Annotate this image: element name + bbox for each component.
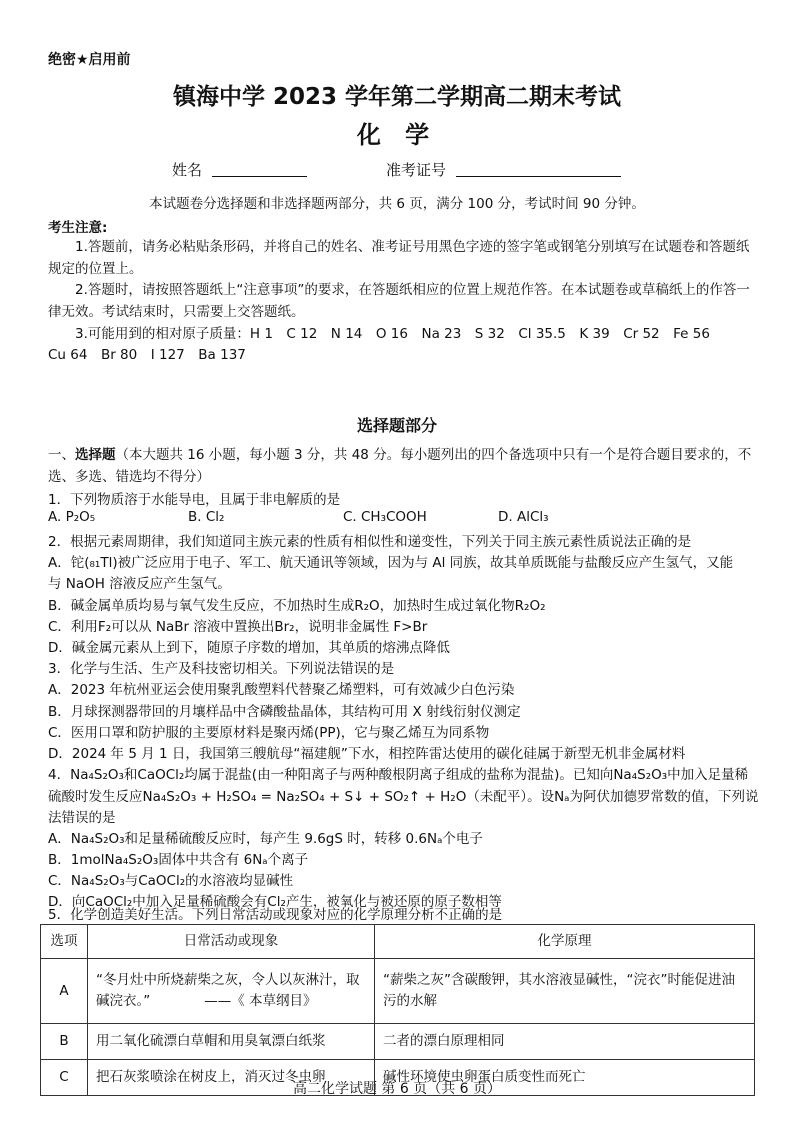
id-field — [386, 159, 621, 180]
notice-item-1: 1.答题前，请务必粘贴条形码，并将自己的姓名、准考证号用黑色字迹的签字笔或钢笔分别填写在试题卷和答题纸规定的位置上。 — [48, 239, 750, 277]
notice-item-3a: 3.可能用到的相对原子质量：H 1 C 12 N 14 O 16 Na 23 S 32 Cl 35.5 K 39 Cr 52 Fe 56 — [75, 326, 710, 342]
exam-title: 镇海中学 2023 学年第二学期高二期末考试 — [172, 84, 622, 110]
subject-title: 化 学 — [356, 121, 438, 149]
q2-option-b: B．碱金属单质均易与氧气发生反应，不加热时生成R₂O，加热时生成过氧化物R₂O₂ — [48, 598, 546, 614]
q5-stem: 5．化学创造美好生活。下列日常活动或现象对应的化学原理分析不正确的是 — [48, 907, 503, 923]
name-field — [172, 159, 307, 180]
part1-rest: （本大题共 16 小题，每小题 3 分，共 48 分。每小题列出的四个备选项中只有一个是符合题目要求的，不选、多选、错选均不得分） — [48, 447, 752, 485]
notice-heading: 考生注意: — [48, 220, 108, 236]
q4-stem-line1: 4．Na₄S₂O₃和CaOCl₂均属于混盐(由一种阳离子与两种酸根阴离子组成的盐称为混盐)。已知向Na₄S₂O₃中加入足量稀 — [48, 767, 749, 783]
table-header-row — [41, 925, 755, 959]
q4-option-a: A．Na₄S₂O₃和足量稀硫酸反应时，每产生 9.6gS 时，转移 0.6Nₐ个电子 — [48, 831, 483, 847]
part1-bold: 选择题 — [75, 447, 116, 463]
q2-option-a-line2: 与 NaOH 溶液反应产生氢气。 — [48, 576, 231, 592]
secret-label: 绝密★启用前 — [48, 52, 131, 68]
q4-option-b: B．1molNa₄S₂O₃固体中共含有 6Nₐ个离子 — [48, 852, 309, 868]
section-title: 选择题部分 — [356, 416, 437, 435]
page-footer: 高二化学试题 第 6 页（共 6 页） — [292, 1081, 502, 1097]
table-cell: A — [41, 959, 88, 1024]
q1-option-c: C. CH₃COOH — [343, 509, 427, 525]
q3-option-a: A．2023 年杭州亚运会使用聚乳酸塑料代替聚乙烯塑料，可有效减少白色污染 — [48, 682, 515, 698]
q1-option-a: A. P₂O₅ — [48, 509, 96, 525]
q3-stem: 3．化学与生活、生产及科技密切相关。下列说法错误的是 — [48, 661, 395, 677]
notice-item-3b: Cu 64 Br 80 I 127 Ba 137 — [48, 347, 246, 363]
table-cell: B — [41, 1024, 88, 1060]
q1-stem: 1．下列物质溶于水能导电，且属于非电解质的是 — [48, 492, 341, 508]
q5-table — [40, 924, 755, 1096]
notice-item-2: 2.答题时，请按照答题纸上“注意事项”的要求，在答题纸相应的位置上规范作答。在本试题卷或草稿纸上的作答一律无效。考试结束时，只需要上交答题纸。 — [48, 282, 750, 320]
id-label: 准考证号 — [386, 161, 447, 179]
table-header-cell: 化学原理 — [375, 925, 755, 959]
q2-option-a-line1: A．铊(₈₁Tl)被广泛应用于电子、军工、航天通讯等领域，因为与 Al 同族，故其单质既能与盐酸反应产生氢气，又能 — [48, 555, 734, 571]
table-header-cell: 选项 — [41, 925, 88, 959]
table-header-cell: 日常活动或现象 — [88, 925, 375, 959]
q2-stem: 2．根据元素周期律，我们知道同主族元素的性质有相似性和递变性，下列关于同主族元素性质说法正确的是 — [48, 534, 692, 550]
q3-option-d: D．2024 年 5 月 1 日，我国第三艘航母“福建舰”下水，相控阵雷达使用的碳化硅属于新型无机非金属材料 — [48, 746, 686, 762]
table-cell: “冬月灶中所烧薪柴之灰，令人以灰淋汁，取碱浣衣。” ——《 本草纲目》 — [88, 959, 375, 1024]
part1-prefix: 一、 — [48, 447, 75, 463]
q2-option-d: D．碱金属元素从上到下，随原子序数的增加，其单质的熔沸点降低 — [48, 640, 450, 656]
table-cell: 二者的漂白原理相同 — [375, 1024, 755, 1060]
id-underline — [456, 162, 621, 177]
table-cell: “薪柴之灰”含碳酸钾，其水溶液显碱性，“浣衣”时能促进油污的水解 — [375, 959, 755, 1024]
name-underline — [212, 162, 307, 177]
q3-option-b: B．月球探测器带回的月壤样品中含磷酸盐晶体，其结构可用 X 射线衍射仪测定 — [48, 704, 521, 720]
q4-option-d: D．向CaOCl₂中加入足量稀硫酸会有Cl₂产生，被氧化与被还原的原子数相等 — [48, 894, 502, 910]
table-cell: 用二氧化硫漂白草帽和用臭氧漂白纸浆 — [88, 1024, 375, 1060]
table-cell: C — [41, 1060, 88, 1096]
q4-option-c: C．Na₄S₂O₃与CaOCl₂的水溶液均显碱性 — [48, 873, 294, 889]
table-cell: 碱性环境使虫卵蛋白质变性而死亡 — [375, 1060, 755, 1096]
q4-stem-line2: 硫酸时发生反应Na₄S₂O₃ + H₂SO₄ = Na₂SO₄ + S↓ + SO₂↑ + H₂O（未配平）。设Nₐ为阿伏加德罗常数的值，下列说 — [48, 789, 759, 805]
intro-text: 本试题卷分选择题和非选择题两部分，共 6 页，满分 100 分，考试时间 90 分钟。 — [149, 196, 645, 212]
table-row — [41, 1024, 755, 1060]
table-cell: 把石灰浆喷涂在树皮上，消灭过冬虫卵 — [88, 1060, 375, 1096]
q1-option-d: D. AlCl₃ — [498, 509, 549, 525]
name-label: 姓名 — [172, 161, 203, 179]
table-row — [41, 959, 755, 1024]
q1-option-b: B. Cl₂ — [188, 509, 225, 525]
q4-stem-line3: 法错误的是 — [48, 810, 116, 826]
q3-option-c: C．医用口罩和防护服的主要原材料是聚丙烯(PP)，它与聚乙烯互为同系物 — [48, 725, 490, 741]
part1-instructions — [48, 445, 753, 488]
q2-option-c: C．利用F₂可以从 NaBr 溶液中置换出Br₂，说明非金属性 F>Br — [48, 619, 428, 635]
